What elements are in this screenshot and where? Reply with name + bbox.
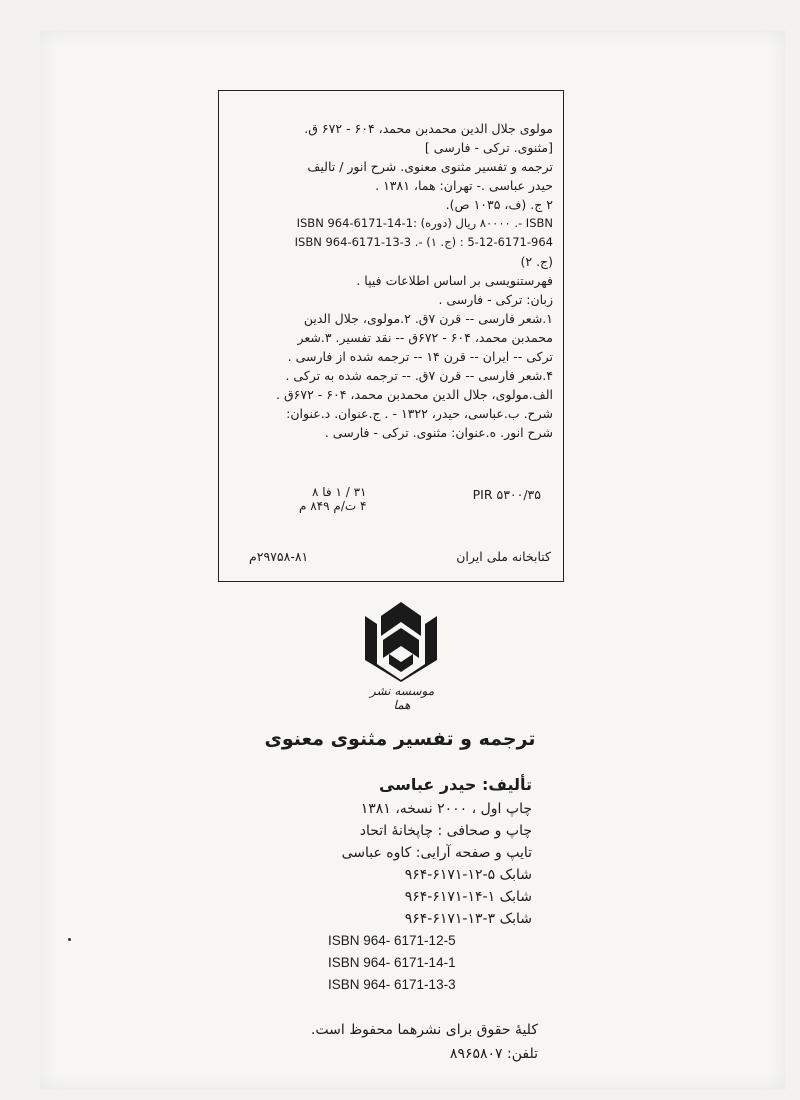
cip-line: شرح انور. ه.عنوان: مثنوی. ترکی - فارسی . [324,425,553,440]
cip-line: الف.مولوی، جلال الدین محمدبن محمد، ۶۰۴ - ۶۷۲ق . [276,387,553,402]
cip-line: (ج. ۲) [520,254,553,269]
lc-class-number: PIR ۵۳۰۰/۳۵ [472,487,541,502]
rights-notice: کلیهٔ حقوق برای نشرهما محفوظ است. [310,1022,538,1038]
book-title: ترجمه و تفسیر مثنوی معنوی [264,728,536,750]
cip-line: فهرستنویسی بر اساس اطلاعات فیپا . [356,273,553,288]
cip-isbn-line: ISBN 964-6171-13-3 .- (ج. ۱) : 964-6171-12-5 [294,235,553,249]
cip-isbn-line: ISBN 964-6171-14-1: (دوره) ۸۰۰۰۰ ریال .- ISBN [296,216,553,230]
isbn-line: ISBN 964- 6171-14-1 [328,955,456,970]
shabak-line: شابک ۳-۱۳-۶۱۷۱-۹۶۴ [404,911,532,927]
library-record-number: ۲۹۷۵۸-۸۱م [249,549,309,564]
cip-line: ترکی -- ایران -- قرن ۱۴ -- ترجمه شده از فارسی . [287,349,553,364]
imprint-line: تایپ و صفحه آرایی: کاوه عباسی [341,845,532,861]
cip-line: ۱.شعر فارسی -- قرن ۷ق. ۲.مولوی، جلال الدین [303,311,553,326]
cutter-number: ۴ ت/م ۸۴۹ م [299,499,367,513]
imprint-block [342,772,532,930]
isbn-block [328,930,456,996]
isbn-line: ISBN 964- 6171-12-5 [328,933,456,948]
cip-line: محمدبن محمد، ۶۰۴ - ۶۷۲ق -- نقد تفسیر. ۳.شعر [297,330,553,345]
footer-block [311,1018,538,1066]
cip-record-box [218,90,564,582]
cip-line: زبان: ترکی - فارسی . [438,292,553,307]
shabak-line: شابک ۵-۱۲-۶۱۷۱-۹۶۴ [404,867,532,883]
cip-line: مولوی جلال الدین محمدبن محمد، ۶۰۴ - ۶۷۲ ق. [304,121,553,136]
author-line: تألیف: حیدر عباسی [378,775,532,794]
imprint-line: چاپ و صحافی : چاپخانهٔ اتحاد [359,823,532,839]
publisher-logo-icon [363,602,439,682]
cip-line: ترجمه و تفسیر مثنوی معنوی. شرح انور / تالیف [307,159,553,174]
cip-line: ۴.شعر فارسی -- قرن ۷ق. -- ترجمه شده به ترکی . [285,368,553,383]
dewey-class-number [299,485,366,513]
cip-line: ۲ ج. (ف، ۱۰۳۵ ص). [445,197,553,212]
cip-line: شرح. ب.عباسی، حیدر، ۱۳۲۲ - . ج.عنوان. د.عنوان: [286,406,553,421]
isbn-line: ISBN 964- 6171-13-3 [328,977,456,992]
scan-speck [68,938,71,941]
phone-number: تلفن: ۸۹۶۵۸۰۷ [449,1046,538,1062]
imprint-line: چاپ اول ، ۲۰۰۰ نسخه، ۱۳۸۱ [360,801,532,817]
shabak-line: شابک ۱-۱۴-۶۱۷۱-۹۶۴ [404,889,532,905]
dewey-number: ۳۱ / ۱ فا ۸ [311,485,367,499]
national-library-label: کتابخانه ملی ایران [456,549,551,564]
cip-line: حیدر عباسی .- تهران: هما، ۱۳۸۱ . [375,178,553,193]
cip-line: [مثنوی. ترکی - فارسی ] [424,140,553,155]
publisher-name: موسسه نشر هما [369,684,435,712]
